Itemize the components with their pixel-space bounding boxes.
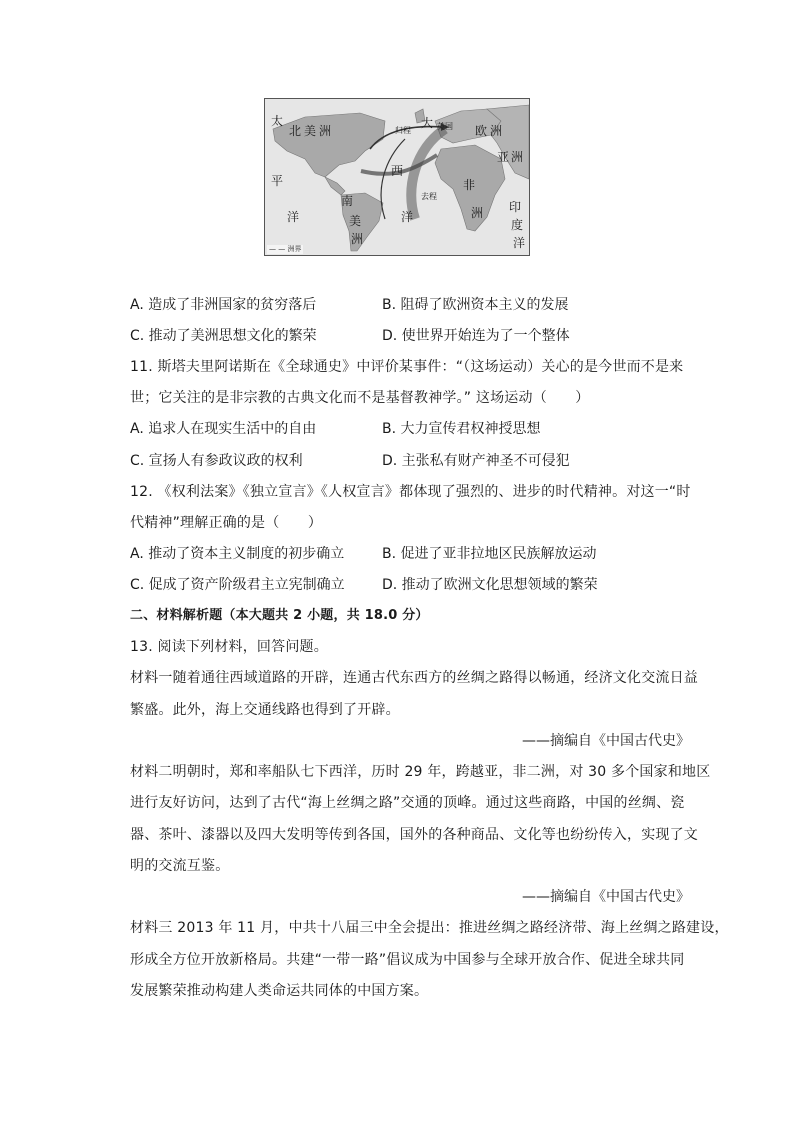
pacific-ocean-label-1: 太 bbox=[271, 114, 284, 128]
q13-stem: 13. 阅读下列材料，回答问题。 bbox=[130, 639, 328, 655]
q12-option-c[interactable]: C. 促成了资产阶级君主立宪制确立 bbox=[130, 577, 345, 593]
q13-material-3-line-1: 材料三 2013 年 11 月，中共十八届三中全会提出：推进丝绸之路经济带、海上丝绸之路建设， bbox=[130, 920, 729, 936]
south-america-label-2: 美 bbox=[349, 214, 362, 228]
atlantic-ocean-label-3: 洋 bbox=[401, 210, 414, 224]
indian-ocean-label-3: 洋 bbox=[513, 236, 526, 250]
north-america-label: 北美洲 bbox=[289, 124, 335, 138]
q11-option-a[interactable]: A. 追求人在现实生活中的自由 bbox=[130, 421, 317, 437]
q12-stem-line-2: 代精神”理解正确的是（ ） bbox=[130, 515, 323, 531]
q12-stem-line-1: 12. 《权利法案》《独立宣言》《人权宣言》都体现了强烈的、进步的时代精神。对这一“时 bbox=[130, 484, 691, 500]
q11-stem-line-1: 11. 斯塔夫里阿诺斯在《全球通史》中评价某事件：“（这场运动）关心的是今世而不是来 bbox=[130, 359, 684, 375]
q11-option-c[interactable]: C. 宣扬人有参政议政的权利 bbox=[130, 453, 303, 469]
europe-label: 欧洲 bbox=[475, 124, 506, 138]
africa-label-2: 洲 bbox=[471, 206, 484, 220]
pacific-ocean-label-2: 平 bbox=[271, 174, 284, 188]
indian-ocean-label-2: 度 bbox=[511, 218, 524, 232]
q13-material-2-source: ——摘编自《中国古代史》 bbox=[522, 889, 690, 905]
q12-option-d[interactable]: D. 推动了欧洲文化思想领域的繁荣 bbox=[382, 577, 598, 593]
return-route-label: 归程 bbox=[395, 126, 411, 135]
q11-option-b[interactable]: B. 大力宣传君权神授思想 bbox=[382, 421, 541, 437]
south-america-label-3: 洲 bbox=[351, 232, 364, 246]
asia-label-2: 洲 bbox=[511, 150, 524, 164]
triangle-trade-map bbox=[264, 98, 530, 256]
africa-label-1: 非 bbox=[463, 178, 476, 192]
q13-material-2-line-3: 器、茶叶、漆器以及四大发明等传到各国，国外的各种商品、文化等也纷纷传入，实现了文 bbox=[130, 827, 698, 843]
q13-material-2-line-4: 明的交流互鉴。 bbox=[130, 858, 230, 874]
q10-option-a[interactable]: A. 造成了非洲国家的贫穷落后 bbox=[130, 297, 317, 313]
q13-material-1-line-2: 繁盛。此外，海上交通线路也得到了开辟。 bbox=[130, 702, 400, 718]
indian-ocean-label-1: 印 bbox=[509, 200, 522, 214]
q13-material-3-line-3: 发展繁荣推动构建人类命运共同体的中国方案。 bbox=[130, 983, 429, 999]
q10-option-c[interactable]: C. 推动了美洲思想文化的繁荣 bbox=[130, 328, 317, 344]
q13-material-2-line-1: 材料二明朝时，郑和率船队七下西洋，历时 29 年，跨越亚，非二洲，对 30 多个国家和地区 bbox=[130, 764, 711, 780]
q13-material-1-source: ——摘编自《中国古代史》 bbox=[522, 733, 690, 749]
england-label: 英国 bbox=[437, 122, 453, 131]
south-america-label-1: 南 bbox=[341, 194, 354, 208]
q13-material-1-line-1: 材料一随着通往西域道路的开辟，连通古代东西方的丝绸之路得以畅通，经济文化交流日益 bbox=[130, 670, 698, 686]
q10-option-d[interactable]: D. 使世界开始连为了一个整体 bbox=[382, 328, 570, 344]
outbound-route-label: 去程 bbox=[421, 192, 437, 201]
q12-option-a[interactable]: A. 推动了资本主义制度的初步确立 bbox=[130, 546, 345, 562]
q10-option-b[interactable]: B. 阻碍了欧洲资本主义的发展 bbox=[382, 297, 569, 313]
q13-material-3-line-2: 形成全方位开放新格局。共建“一带一路”倡议成为中国参与全球开放合作、促进全球共同 bbox=[130, 952, 685, 968]
q13-material-2-line-2: 进行友好访问，达到了古代“海上丝绸之路”交通的顶峰。通过这些商路，中国的丝绸、瓷 bbox=[130, 795, 685, 811]
atlantic-ocean-label-1: 大 bbox=[421, 116, 434, 130]
atlantic-ocean-label-2: 西 bbox=[391, 164, 404, 178]
section-2-title: 二、材料解析题（本大题共 2 小题，共 18.0 分） bbox=[130, 608, 429, 623]
q12-option-b[interactable]: B. 促进了亚非拉地区民族解放运动 bbox=[382, 546, 597, 562]
pacific-ocean-label-3: 洋 bbox=[287, 210, 300, 224]
asia-label-1: 亚 bbox=[497, 150, 510, 164]
q11-stem-line-2: 世；它关注的是非宗教的古典文化而不是基督教神学。” 这场运动（ ） bbox=[130, 390, 590, 406]
legend-text: 洲界 bbox=[287, 245, 302, 253]
map-legend: — — 洲界 bbox=[269, 245, 302, 253]
q11-option-d[interactable]: D. 主张私有财产神圣不可侵犯 bbox=[382, 453, 570, 469]
